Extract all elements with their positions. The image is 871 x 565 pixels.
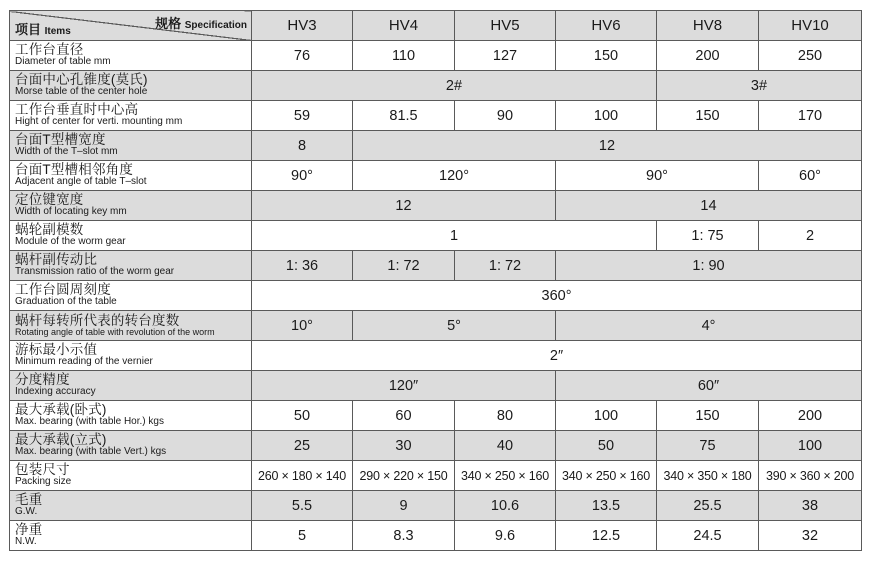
row-label bbox=[10, 251, 252, 281]
table-row bbox=[10, 431, 862, 461]
value-cell: 127 bbox=[455, 41, 556, 71]
spec-table bbox=[9, 10, 862, 551]
value-cell: 50 bbox=[556, 431, 657, 461]
table-row bbox=[10, 521, 862, 551]
value-cell: 81.5 bbox=[353, 101, 455, 131]
value-cell: 290 × 220 × 150 bbox=[353, 461, 455, 491]
table-row bbox=[10, 161, 862, 191]
value-cell: 5° bbox=[353, 311, 556, 341]
row-label-en: Module of the worm gear bbox=[15, 236, 126, 248]
value-cell: 260 × 180 × 140 bbox=[252, 461, 353, 491]
value-cell: 150 bbox=[657, 401, 759, 431]
value-cell: 4° bbox=[556, 311, 862, 341]
table-row bbox=[10, 41, 862, 71]
value-cell: 1 bbox=[252, 221, 657, 251]
row-label-cn: 工作台圆周刻度 bbox=[15, 282, 111, 298]
value-cell: 340 × 350 × 180 bbox=[657, 461, 759, 491]
value-cell: 10° bbox=[252, 311, 353, 341]
value-cell: 120″ bbox=[252, 371, 556, 401]
table-row bbox=[10, 341, 862, 371]
value-cell: 360° bbox=[252, 281, 862, 311]
table-row bbox=[10, 371, 862, 401]
table-row bbox=[10, 131, 862, 161]
model-header-hv6: HV6 bbox=[556, 11, 657, 41]
row-label-en: Indexing accuracy bbox=[15, 386, 96, 398]
header-row bbox=[10, 11, 862, 41]
value-cell: 90° bbox=[252, 161, 353, 191]
items-header: 项目 Items bbox=[15, 22, 71, 37]
row-label-en: Morse table of the center hole bbox=[15, 86, 148, 98]
spec-header: 规格 Specification bbox=[155, 16, 247, 31]
value-cell: 40 bbox=[455, 431, 556, 461]
row-label-cn: 台面T型槽宽度 bbox=[15, 132, 106, 148]
row-label-cn: 工作台直径 bbox=[15, 42, 84, 58]
table-row bbox=[10, 251, 862, 281]
corner-header bbox=[10, 11, 252, 41]
row-label-cn: 包装尺寸 bbox=[15, 462, 70, 478]
value-cell: 25.5 bbox=[657, 491, 759, 521]
value-cell: 60″ bbox=[556, 371, 862, 401]
row-label-cn: 最大承载(卧式) bbox=[15, 402, 107, 418]
value-cell: 12 bbox=[252, 191, 556, 221]
value-cell: 390 × 360 × 200 bbox=[759, 461, 862, 491]
row-label-en: Rotating angle of table with revolution of the worm bbox=[15, 326, 215, 337]
value-cell: 3# bbox=[657, 71, 862, 101]
value-cell: 1: 75 bbox=[657, 221, 759, 251]
value-cell: 12.5 bbox=[556, 521, 657, 551]
row-label-cn: 毛重 bbox=[15, 492, 43, 508]
value-cell: 1: 90 bbox=[556, 251, 862, 281]
row-label-cn: 蜗杆副传动比 bbox=[15, 252, 98, 268]
table-row bbox=[10, 191, 862, 221]
value-cell: 90 bbox=[455, 101, 556, 131]
row-label bbox=[10, 221, 252, 251]
row-label-en: N.W. bbox=[15, 536, 37, 548]
value-cell: 75 bbox=[657, 431, 759, 461]
table-row bbox=[10, 101, 862, 131]
row-label bbox=[10, 311, 252, 341]
value-cell: 32 bbox=[759, 521, 862, 551]
row-label bbox=[10, 161, 252, 191]
row-label bbox=[10, 521, 252, 551]
model-header-hv8: HV8 bbox=[657, 11, 759, 41]
row-label bbox=[10, 131, 252, 161]
row-label bbox=[10, 191, 252, 221]
row-label bbox=[10, 281, 252, 311]
value-cell: 90° bbox=[556, 161, 759, 191]
row-label-en: Packing size bbox=[15, 476, 72, 488]
row-label-en: Width of locating key mm bbox=[15, 206, 127, 218]
table-row bbox=[10, 311, 862, 341]
row-label-en: G.W. bbox=[15, 506, 38, 518]
table-row bbox=[10, 281, 862, 311]
model-header-hv5: HV5 bbox=[455, 11, 556, 41]
row-label-en: Width of the T–slot mm bbox=[15, 146, 118, 158]
value-cell: 60° bbox=[759, 161, 862, 191]
value-cell: 2″ bbox=[252, 341, 862, 371]
row-label-cn: 台面T型槽相邻角度 bbox=[15, 162, 134, 178]
row-label bbox=[10, 341, 252, 371]
spec-body bbox=[10, 41, 862, 551]
value-cell: 8.3 bbox=[353, 521, 455, 551]
row-label bbox=[10, 461, 252, 491]
value-cell: 150 bbox=[657, 101, 759, 131]
value-cell: 10.6 bbox=[455, 491, 556, 521]
value-cell: 110 bbox=[353, 41, 455, 71]
row-label-en: Adjacent angle of table T–slot bbox=[15, 176, 147, 188]
value-cell: 76 bbox=[252, 41, 353, 71]
value-cell: 200 bbox=[657, 41, 759, 71]
value-cell: 340 × 250 × 160 bbox=[455, 461, 556, 491]
model-header-hv10: HV10 bbox=[759, 11, 862, 41]
value-cell: 80 bbox=[455, 401, 556, 431]
value-cell: 2 bbox=[759, 221, 862, 251]
value-cell: 1: 72 bbox=[455, 251, 556, 281]
row-label-en: Max. bearing (with table Vert.) kgs bbox=[15, 446, 167, 458]
row-label-cn: 工作台垂直时中心高 bbox=[15, 102, 139, 118]
value-cell: 59 bbox=[252, 101, 353, 131]
row-label bbox=[10, 101, 252, 131]
row-label bbox=[10, 401, 252, 431]
value-cell: 9 bbox=[353, 491, 455, 521]
value-cell: 60 bbox=[353, 401, 455, 431]
row-label bbox=[10, 371, 252, 401]
row-label-cn: 净重 bbox=[15, 522, 43, 538]
row-label-en: Hight of center for verti. mounting mm bbox=[15, 116, 183, 128]
value-cell: 170 bbox=[759, 101, 862, 131]
value-cell: 120° bbox=[353, 161, 556, 191]
value-cell: 14 bbox=[556, 191, 862, 221]
model-header-hv3: HV3 bbox=[252, 11, 353, 41]
value-cell: 200 bbox=[759, 401, 862, 431]
row-label-en: Minimum reading of the vernier bbox=[15, 356, 153, 368]
value-cell: 5 bbox=[252, 521, 353, 551]
row-label-cn: 蜗杆每转所代表的转台度数 bbox=[15, 312, 180, 328]
model-header-hv4: HV4 bbox=[353, 11, 455, 41]
value-cell: 2# bbox=[252, 71, 657, 101]
value-cell: 25 bbox=[252, 431, 353, 461]
table-row bbox=[10, 491, 862, 521]
value-cell: 50 bbox=[252, 401, 353, 431]
table-row bbox=[10, 221, 862, 251]
row-label-cn: 分度精度 bbox=[15, 372, 70, 388]
table-row bbox=[10, 71, 862, 101]
value-cell: 9.6 bbox=[455, 521, 556, 551]
row-label bbox=[10, 431, 252, 461]
value-cell: 100 bbox=[556, 101, 657, 131]
table-row bbox=[10, 461, 862, 491]
row-label-en: Diameter of table mm bbox=[15, 56, 111, 68]
value-cell: 1: 36 bbox=[252, 251, 353, 281]
table-row bbox=[10, 401, 862, 431]
row-label-cn: 蜗轮副模数 bbox=[15, 222, 84, 238]
value-cell: 100 bbox=[556, 401, 657, 431]
row-label bbox=[10, 41, 252, 71]
row-label-cn: 最大承载(立式) bbox=[15, 432, 107, 448]
value-cell: 38 bbox=[759, 491, 862, 521]
row-label-cn: 定位键宽度 bbox=[15, 192, 84, 208]
value-cell: 12 bbox=[353, 131, 862, 161]
row-label bbox=[10, 491, 252, 521]
value-cell: 24.5 bbox=[657, 521, 759, 551]
value-cell: 5.5 bbox=[252, 491, 353, 521]
row-label-en: Max. bearing (with table Hor.) kgs bbox=[15, 416, 164, 428]
row-label bbox=[10, 71, 252, 101]
value-cell: 8 bbox=[252, 131, 353, 161]
value-cell: 30 bbox=[353, 431, 455, 461]
value-cell: 100 bbox=[759, 431, 862, 461]
value-cell: 150 bbox=[556, 41, 657, 71]
row-label-cn: 游标最小示值 bbox=[15, 342, 98, 358]
value-cell: 13.5 bbox=[556, 491, 657, 521]
value-cell: 340 × 250 × 160 bbox=[556, 461, 657, 491]
row-label-cn: 台面中心孔锥度(莫氏) bbox=[15, 72, 148, 88]
row-label-en: Graduation of the table bbox=[15, 296, 117, 308]
value-cell: 250 bbox=[759, 41, 862, 71]
value-cell: 1: 72 bbox=[353, 251, 455, 281]
row-label-en: Transmission ratio of the worm gear bbox=[15, 266, 175, 278]
